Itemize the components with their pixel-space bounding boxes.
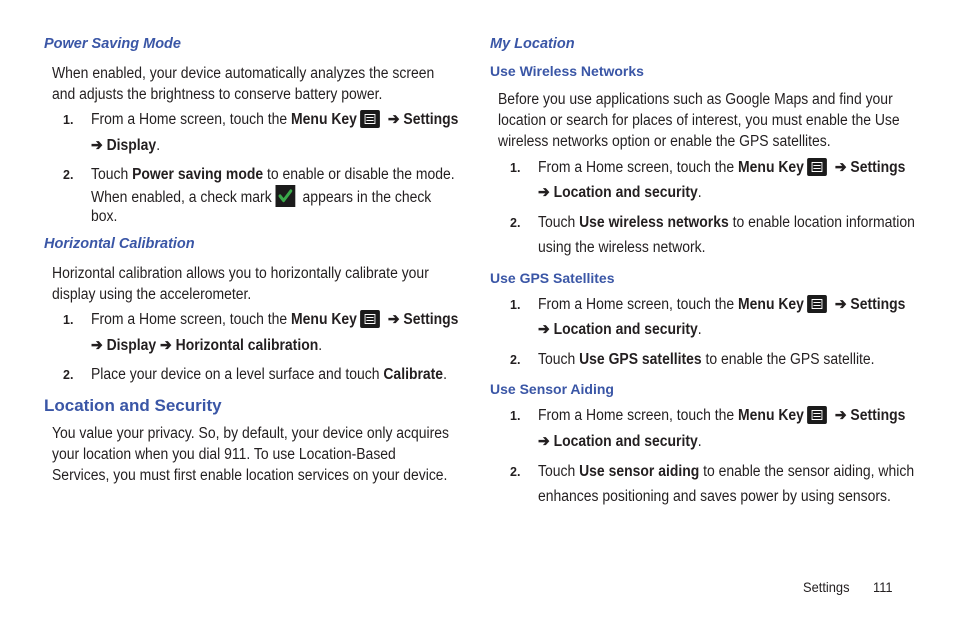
step-text-line2 — [538, 431, 702, 452]
step-text — [538, 212, 915, 233]
menu-key-label: Menu Key — [738, 407, 804, 424]
step-text — [91, 109, 458, 130]
step-number: 2. — [510, 465, 521, 479]
option-label: Calibrate — [383, 366, 444, 383]
footer-section-label: Settings — [803, 579, 850, 595]
wireless-intro — [498, 89, 900, 152]
wireless-heading: Use Wireless Networks — [490, 63, 644, 79]
arrow-icon: ➔ — [387, 111, 400, 128]
step-text-line2: using the wireless network. — [538, 239, 706, 256]
menu-key-icon — [808, 406, 828, 424]
punctuation: . — [697, 184, 702, 201]
power-saving-intro — [52, 63, 434, 105]
text-line: Before you use applications such as Google Maps and find your — [498, 91, 893, 108]
punctuation: . — [318, 337, 323, 354]
step-text-post: to enable the GPS satellite. — [701, 351, 875, 368]
horizontal-calibration-intro — [52, 263, 429, 305]
arrow-icon: ➔ — [387, 311, 400, 328]
menu-key-label: Menu Key — [291, 111, 357, 128]
menu-key-label: Menu Key — [738, 296, 804, 313]
path-label: ➔ Location and security — [538, 184, 698, 201]
step-text — [538, 294, 905, 315]
path-label: ➔ Display — [91, 137, 157, 154]
option-label: Power saving mode — [132, 166, 264, 183]
step-text — [91, 364, 447, 385]
step-text-post: to enable or disable the mode. — [263, 166, 455, 183]
text-line: You value your privacy. So, by default, your device only acquires — [52, 425, 450, 442]
text-line: Horizontal calibration allows you to horizontally calibrate your — [52, 265, 429, 282]
step-number: 1. — [63, 113, 74, 127]
text-line: wireless networks option or enable the GPS satellites. — [498, 133, 831, 150]
step-text-pre: Touch — [538, 214, 580, 231]
option-label: Use GPS satellites — [579, 351, 702, 368]
menu-key-label: Menu Key — [291, 311, 357, 328]
step-text-line2 — [91, 185, 431, 208]
location-security-heading: Location and Security — [44, 396, 222, 415]
step-text — [538, 461, 914, 482]
step-text — [91, 309, 458, 330]
settings-label: Settings — [403, 111, 459, 128]
option-label: Use wireless networks — [579, 214, 729, 231]
step-text-line2 — [91, 135, 160, 156]
menu-key-label: Menu Key — [738, 159, 804, 176]
text-line: and adjusts the brightness to conserve battery power. — [52, 86, 383, 103]
gps-heading: Use GPS Satellites — [490, 270, 615, 286]
step-number: 2. — [63, 368, 74, 382]
horizontal-calibration-heading: Horizontal Calibration — [44, 236, 195, 252]
step-number: 2. — [510, 216, 521, 230]
step-text-pre: From a Home screen, touch the — [538, 407, 739, 424]
step-text-line2 — [538, 182, 702, 203]
step-text — [538, 405, 905, 426]
path-label: ➔ Display ➔ Horizontal calibration — [91, 337, 319, 354]
text-line: When enabled, your device automatically analyzes the screen — [52, 65, 435, 82]
punctuation: . — [443, 366, 447, 383]
step-text-pre: Touch — [538, 463, 580, 480]
punctuation: . — [156, 137, 161, 154]
step-text-post: to enable the sensor aiding, which — [699, 463, 915, 480]
step-number: 2. — [63, 168, 74, 182]
location-security-body — [52, 423, 449, 486]
step-number: 1. — [510, 409, 521, 423]
settings-label: Settings — [850, 407, 906, 424]
step-text-pre: From a Home screen, touch the — [91, 111, 292, 128]
settings-label: Settings — [403, 311, 459, 328]
step-text-pre: From a Home screen, touch the — [538, 159, 739, 176]
step-text-pre: Place your device on a level surface and touch — [91, 366, 384, 383]
step-text — [91, 164, 455, 185]
arrow-icon: ➔ — [834, 159, 847, 176]
text-line: Services, you must first enable location services on your device. — [52, 467, 448, 484]
step-text-pre: Touch — [91, 166, 133, 183]
step-number: 1. — [63, 313, 74, 327]
text-line: display using the accelerometer. — [52, 286, 252, 303]
step-text — [538, 349, 875, 370]
path-label: ➔ Location and security — [538, 433, 698, 450]
check-mark-icon — [275, 185, 295, 207]
sensor-heading: Use Sensor Aiding — [490, 381, 614, 397]
menu-key-icon — [808, 295, 828, 313]
my-location-heading: My Location — [490, 36, 575, 52]
step-number: 2. — [510, 353, 521, 367]
menu-key-icon — [361, 110, 381, 128]
settings-label: Settings — [850, 159, 906, 176]
step-text-line3: box. — [91, 208, 118, 225]
text-line: location or search for places of interest, you must enable the Use — [498, 112, 900, 129]
step-text-line2 — [91, 335, 322, 356]
step-text-pre: From a Home screen, touch the — [538, 296, 739, 313]
path-label: ➔ Location and security — [538, 321, 698, 338]
step-text-line2: enhances positioning and saves power by using sensors. — [538, 488, 891, 505]
step-text — [538, 157, 905, 178]
arrow-icon: ➔ — [834, 407, 847, 424]
page-number: 111 — [873, 579, 893, 595]
step-text-pre: Touch — [538, 351, 580, 368]
step-text-pre: When enabled, a check mark — [91, 189, 272, 206]
settings-label: Settings — [850, 296, 906, 313]
step-text-post: appears in the check — [298, 189, 432, 206]
arrow-icon: ➔ — [834, 296, 847, 313]
menu-key-icon — [361, 310, 381, 328]
step-text-line2 — [538, 319, 702, 340]
punctuation: . — [697, 321, 702, 338]
step-number: 1. — [510, 161, 521, 175]
punctuation: . — [697, 433, 702, 450]
step-text-pre: From a Home screen, touch the — [91, 311, 292, 328]
step-number: 1. — [510, 298, 521, 312]
option-label: Use sensor aiding — [579, 463, 700, 480]
step-text-post: to enable location information — [728, 214, 915, 231]
power-saving-heading: Power Saving Mode — [44, 36, 181, 52]
text-line: your location when you dial 911. To use Location-Based — [52, 446, 396, 463]
menu-key-icon — [808, 158, 828, 176]
